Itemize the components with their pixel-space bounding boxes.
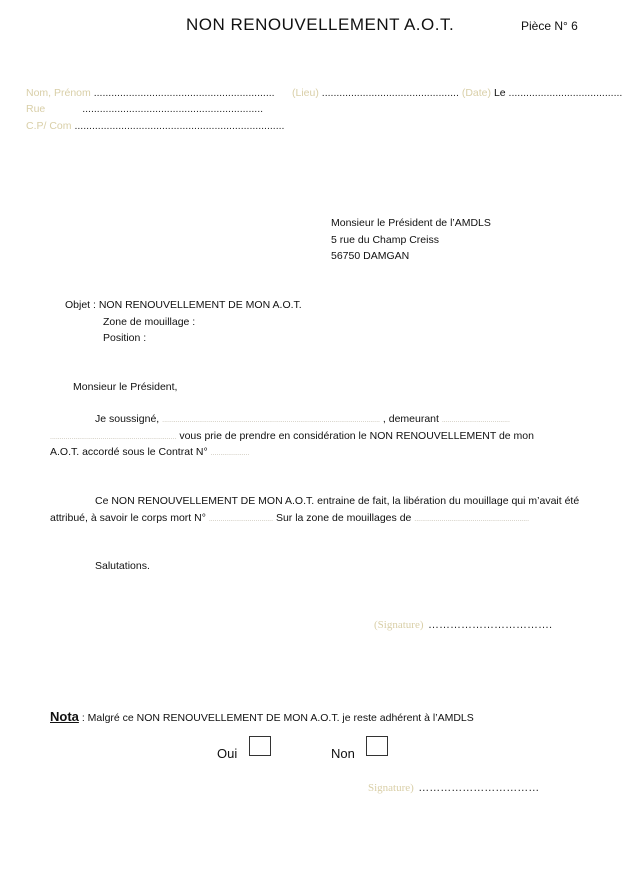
paragraph-1-line-3 — [50, 446, 250, 458]
signature-1-label: (Signature) — [374, 619, 424, 631]
sender-name-line — [26, 87, 275, 99]
signature-2-dots: …………………………… — [418, 782, 540, 794]
p1-mid: , demeurant — [382, 413, 439, 425]
name-dots: .............................................................. — [93, 87, 275, 99]
date-dots: ....................................... — [508, 87, 623, 99]
recipient-line-1: Monsieur le Président de l’AMDLS — [331, 217, 491, 229]
object-zone: Zone de mouillage : — [103, 316, 196, 328]
p1-end: A.O.T. accordé sous le Contrat N° — [50, 446, 208, 458]
p1-dots-3: ................................................................. — [50, 434, 177, 441]
signature-1 — [374, 615, 552, 633]
p1-dots-1: ................................................................................................................ — [162, 417, 380, 424]
non-checkbox[interactable] — [366, 736, 388, 756]
oui-checkbox[interactable] — [249, 736, 271, 756]
street-label: Rue — [26, 103, 46, 115]
date-label: (Date) — [461, 87, 492, 99]
non-label: Non — [331, 746, 355, 761]
p2-dots-1: ................................. — [208, 516, 274, 523]
cp-label: C.P/ Com — [26, 120, 72, 132]
piece-number: Pièce N° 6 — [521, 19, 578, 33]
p2-mid: Sur la zone de mouillages de — [275, 512, 412, 524]
document-title: NON RENOUVELLEMENT A.O.T. — [186, 15, 455, 34]
paragraph-1-line-2 — [50, 430, 534, 442]
paragraph-2-line-1: Ce NON RENOUVELLEMENT DE MON A.O.T. entraine de fait, la libération du mouillage qui m’avait été — [95, 495, 580, 507]
paragraph-2-line-2 — [50, 512, 529, 524]
signature-1-dots: ……………………………. — [427, 619, 552, 631]
nota-line — [50, 709, 474, 724]
nota-heading: Nota — [50, 709, 79, 724]
p1-dots-4: .................... — [210, 450, 250, 457]
paragraph-1-line-1 — [95, 413, 510, 425]
date-prefix: Le — [493, 87, 506, 99]
p2-start: attribué, à savoir le corps mort N° — [50, 512, 206, 524]
sender-cp-line — [26, 120, 284, 132]
oui-label: Oui — [217, 746, 238, 761]
object-label: Objet : NON RENOUVELLEMENT DE MON A.O.T. — [65, 299, 302, 311]
closing: Salutations. — [95, 560, 150, 572]
recipient-line-3: 56750 DAMGAN — [331, 250, 410, 262]
nota-text: : Malgré ce NON RENOUVELLEMENT DE MON A.O.T. je reste adhérent à l’AMDLS — [81, 712, 474, 724]
sender-street-line — [26, 103, 263, 115]
place-label: (Lieu) — [292, 87, 319, 99]
object-position: Position : — [103, 332, 147, 344]
p1-cont: vous prie de prendre en considération le NON RENOUVELLEMENT de mon — [179, 430, 534, 442]
street-dots: .............................................................. — [82, 103, 264, 115]
p2-dots-2: ........................................................... — [414, 516, 530, 523]
p1-dots-2: ................................... — [441, 417, 510, 424]
place-date-line — [292, 87, 622, 99]
signature-2 — [368, 778, 539, 796]
p1-start: Je soussigné, — [95, 413, 160, 425]
place-dots: ............................................... — [321, 87, 459, 99]
name-label: Nom, Prénom — [26, 87, 91, 99]
recipient-line-2: 5 rue du Champ Creiss — [331, 234, 439, 246]
salutation: Monsieur le Président, — [73, 381, 178, 393]
signature-2-label: Signature) — [368, 782, 414, 794]
cp-dots: ........................................................................ — [74, 120, 285, 132]
